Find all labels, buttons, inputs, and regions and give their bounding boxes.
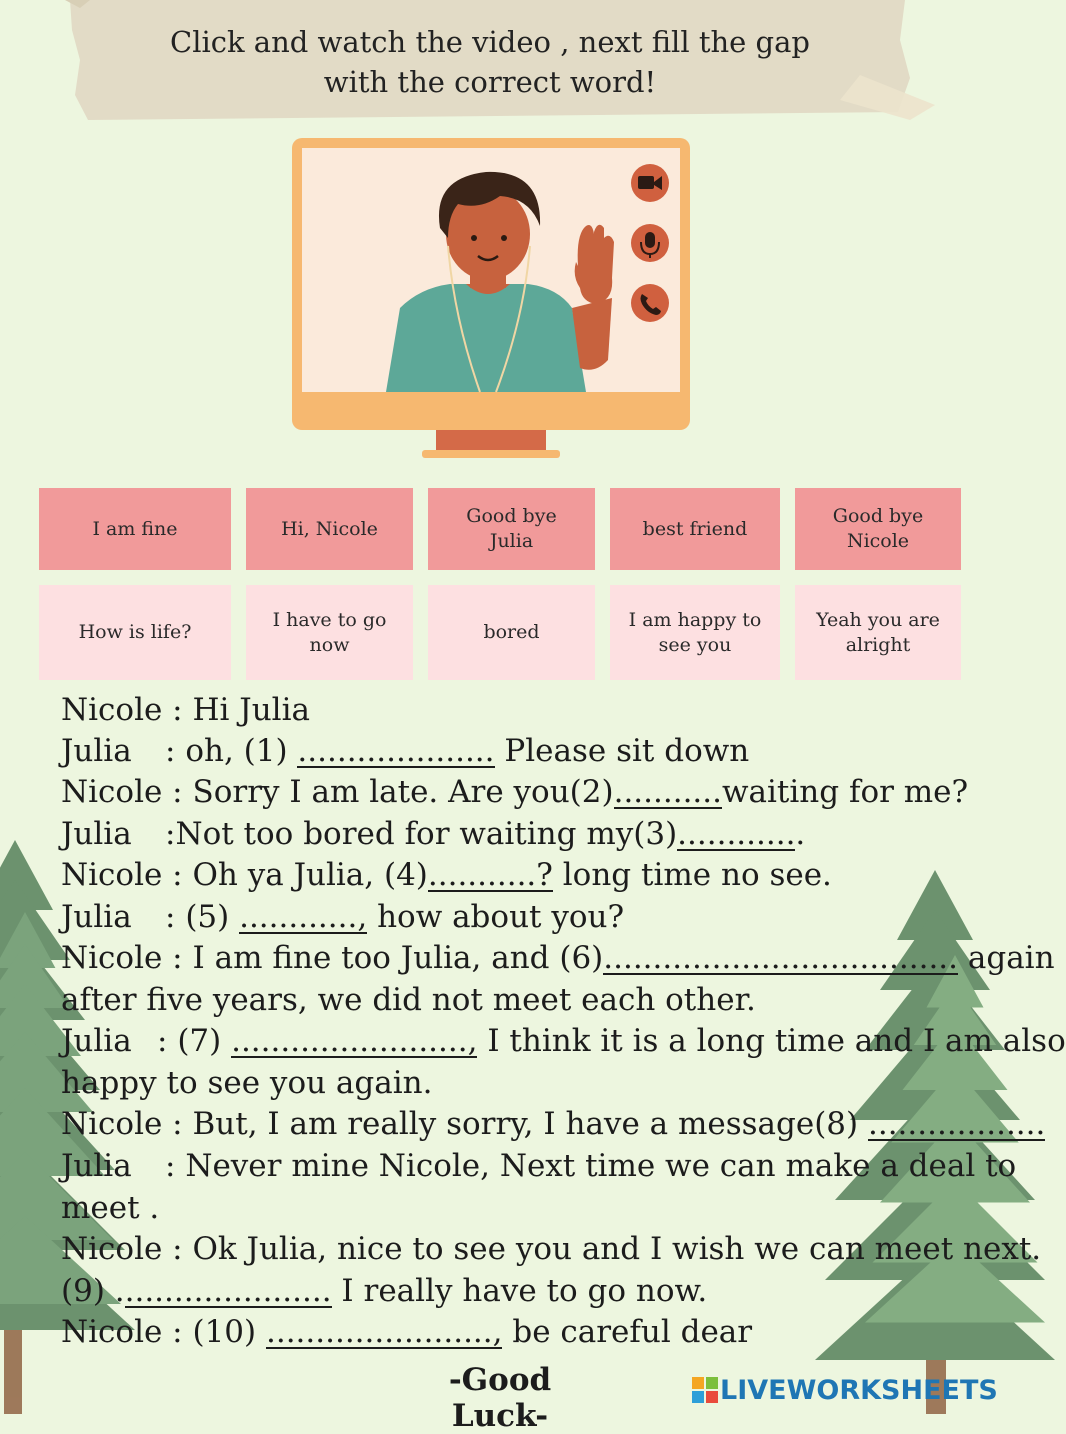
- word-bank-item[interactable]: I am fine: [39, 488, 231, 570]
- dialogue-line: Nicole : Oh ya Julia, (4)...........? long time no see.: [61, 857, 832, 893]
- video-camera-icon: [631, 164, 669, 202]
- dialogue-line: Nicole : (10) ......................., be careful dear: [61, 1314, 753, 1350]
- speaker-name: Julia: [61, 816, 132, 852]
- speaker-name: Nicole :: [61, 1106, 183, 1142]
- dialogue-line: Julia : (5) ............, how about you?: [61, 897, 624, 938]
- word-bank-item[interactable]: best friend: [610, 488, 780, 570]
- liveworksheets-logo[interactable]: [692, 1374, 998, 1406]
- dialogue-line: Nicole : Hi Julia: [61, 692, 310, 728]
- speaker-name: Julia: [61, 1148, 132, 1184]
- logo-text: LIVEWORKSHEETS: [720, 1374, 998, 1406]
- instruction-line-2: with the correct word!: [323, 65, 657, 99]
- word-bank-item[interactable]: I have to go now: [246, 585, 413, 680]
- speaker-name: Nicole :: [61, 857, 183, 893]
- gap-5-blank[interactable]: ............,: [239, 899, 368, 935]
- gap-3-blank[interactable]: ............: [677, 816, 796, 852]
- dialogue-line: (9) ...................... I really have to go now.: [61, 1273, 708, 1309]
- gap-9-blank[interactable]: .....................: [124, 1273, 332, 1309]
- gap-4-blank[interactable]: ...........?: [427, 857, 553, 893]
- word-bank-item[interactable]: Good bye Julia: [428, 488, 595, 570]
- speaker-name: Julia: [61, 733, 132, 769]
- dialogue-line: Julia : (7) ........................, I think it is a long time and I am also: [61, 1021, 1066, 1062]
- dialogue-line: after five years, we did not meet each other.: [61, 982, 756, 1018]
- dialogue-line: Nicole : But, I am really sorry, I have a message(8) ..................: [61, 1106, 1046, 1142]
- speaker-name: Nicole :: [61, 774, 183, 810]
- dialogue-line: Julia : Never mine Nicole, Next time we can make a deal to: [61, 1146, 1016, 1187]
- dialogue-line: Julia :Not too bored for waiting my(3).............: [61, 814, 805, 855]
- speaker-name: Nicole :: [61, 1314, 183, 1350]
- gap-6-blank[interactable]: ....................................: [603, 940, 959, 976]
- speaker-name: Julia: [61, 1023, 132, 1059]
- gap-10-blank[interactable]: .......................,: [265, 1314, 503, 1350]
- dialogue-line: Julia : oh, (1) .................... Please sit down: [61, 731, 749, 772]
- word-bank-item[interactable]: bored: [428, 585, 595, 680]
- speaker-name: Julia: [61, 899, 132, 935]
- word-bank-item[interactable]: Hi, Nicole: [246, 488, 413, 570]
- gap-8-blank[interactable]: ..................: [867, 1106, 1046, 1142]
- liveworksheets-logo-icon: [692, 1377, 718, 1403]
- video-player[interactable]: [290, 138, 692, 460]
- gap-1-blank[interactable]: ....................: [297, 733, 495, 769]
- word-bank-item[interactable]: I am happy to see you: [610, 585, 780, 680]
- phone-icon: [631, 284, 669, 322]
- dialogue-line: meet .: [61, 1190, 160, 1226]
- speaker-name: Nicole :: [61, 940, 183, 976]
- dialogue-line: Nicole : I am fine too Julia, and (6).................................... again: [61, 940, 1055, 976]
- dialogue-line: happy to see you again.: [61, 1065, 433, 1101]
- instruction-line-1: Click and watch the video , next fill the gap: [170, 25, 810, 59]
- microphone-icon: [631, 224, 669, 262]
- dialogue-line: Nicole : Ok Julia, nice to see you and I wish we can meet next.: [61, 1231, 1042, 1267]
- gap-2-blank[interactable]: ...........: [613, 774, 722, 810]
- good-luck-text: -Good Luck-: [448, 1362, 552, 1434]
- gap-7-blank[interactable]: ........................,: [231, 1023, 478, 1059]
- instruction-banner: [70, 0, 910, 118]
- word-bank-item[interactable]: How is life?: [39, 585, 231, 680]
- word-bank-item[interactable]: Good bye Nicole: [795, 488, 961, 570]
- dialogue-line: Nicole : Sorry I am late. Are you(2)...........waiting for me?: [61, 774, 969, 810]
- speaker-name: Nicole :: [61, 692, 183, 728]
- speaker-name: Nicole :: [61, 1231, 183, 1267]
- word-bank-item[interactable]: Yeah you are alright: [795, 585, 961, 680]
